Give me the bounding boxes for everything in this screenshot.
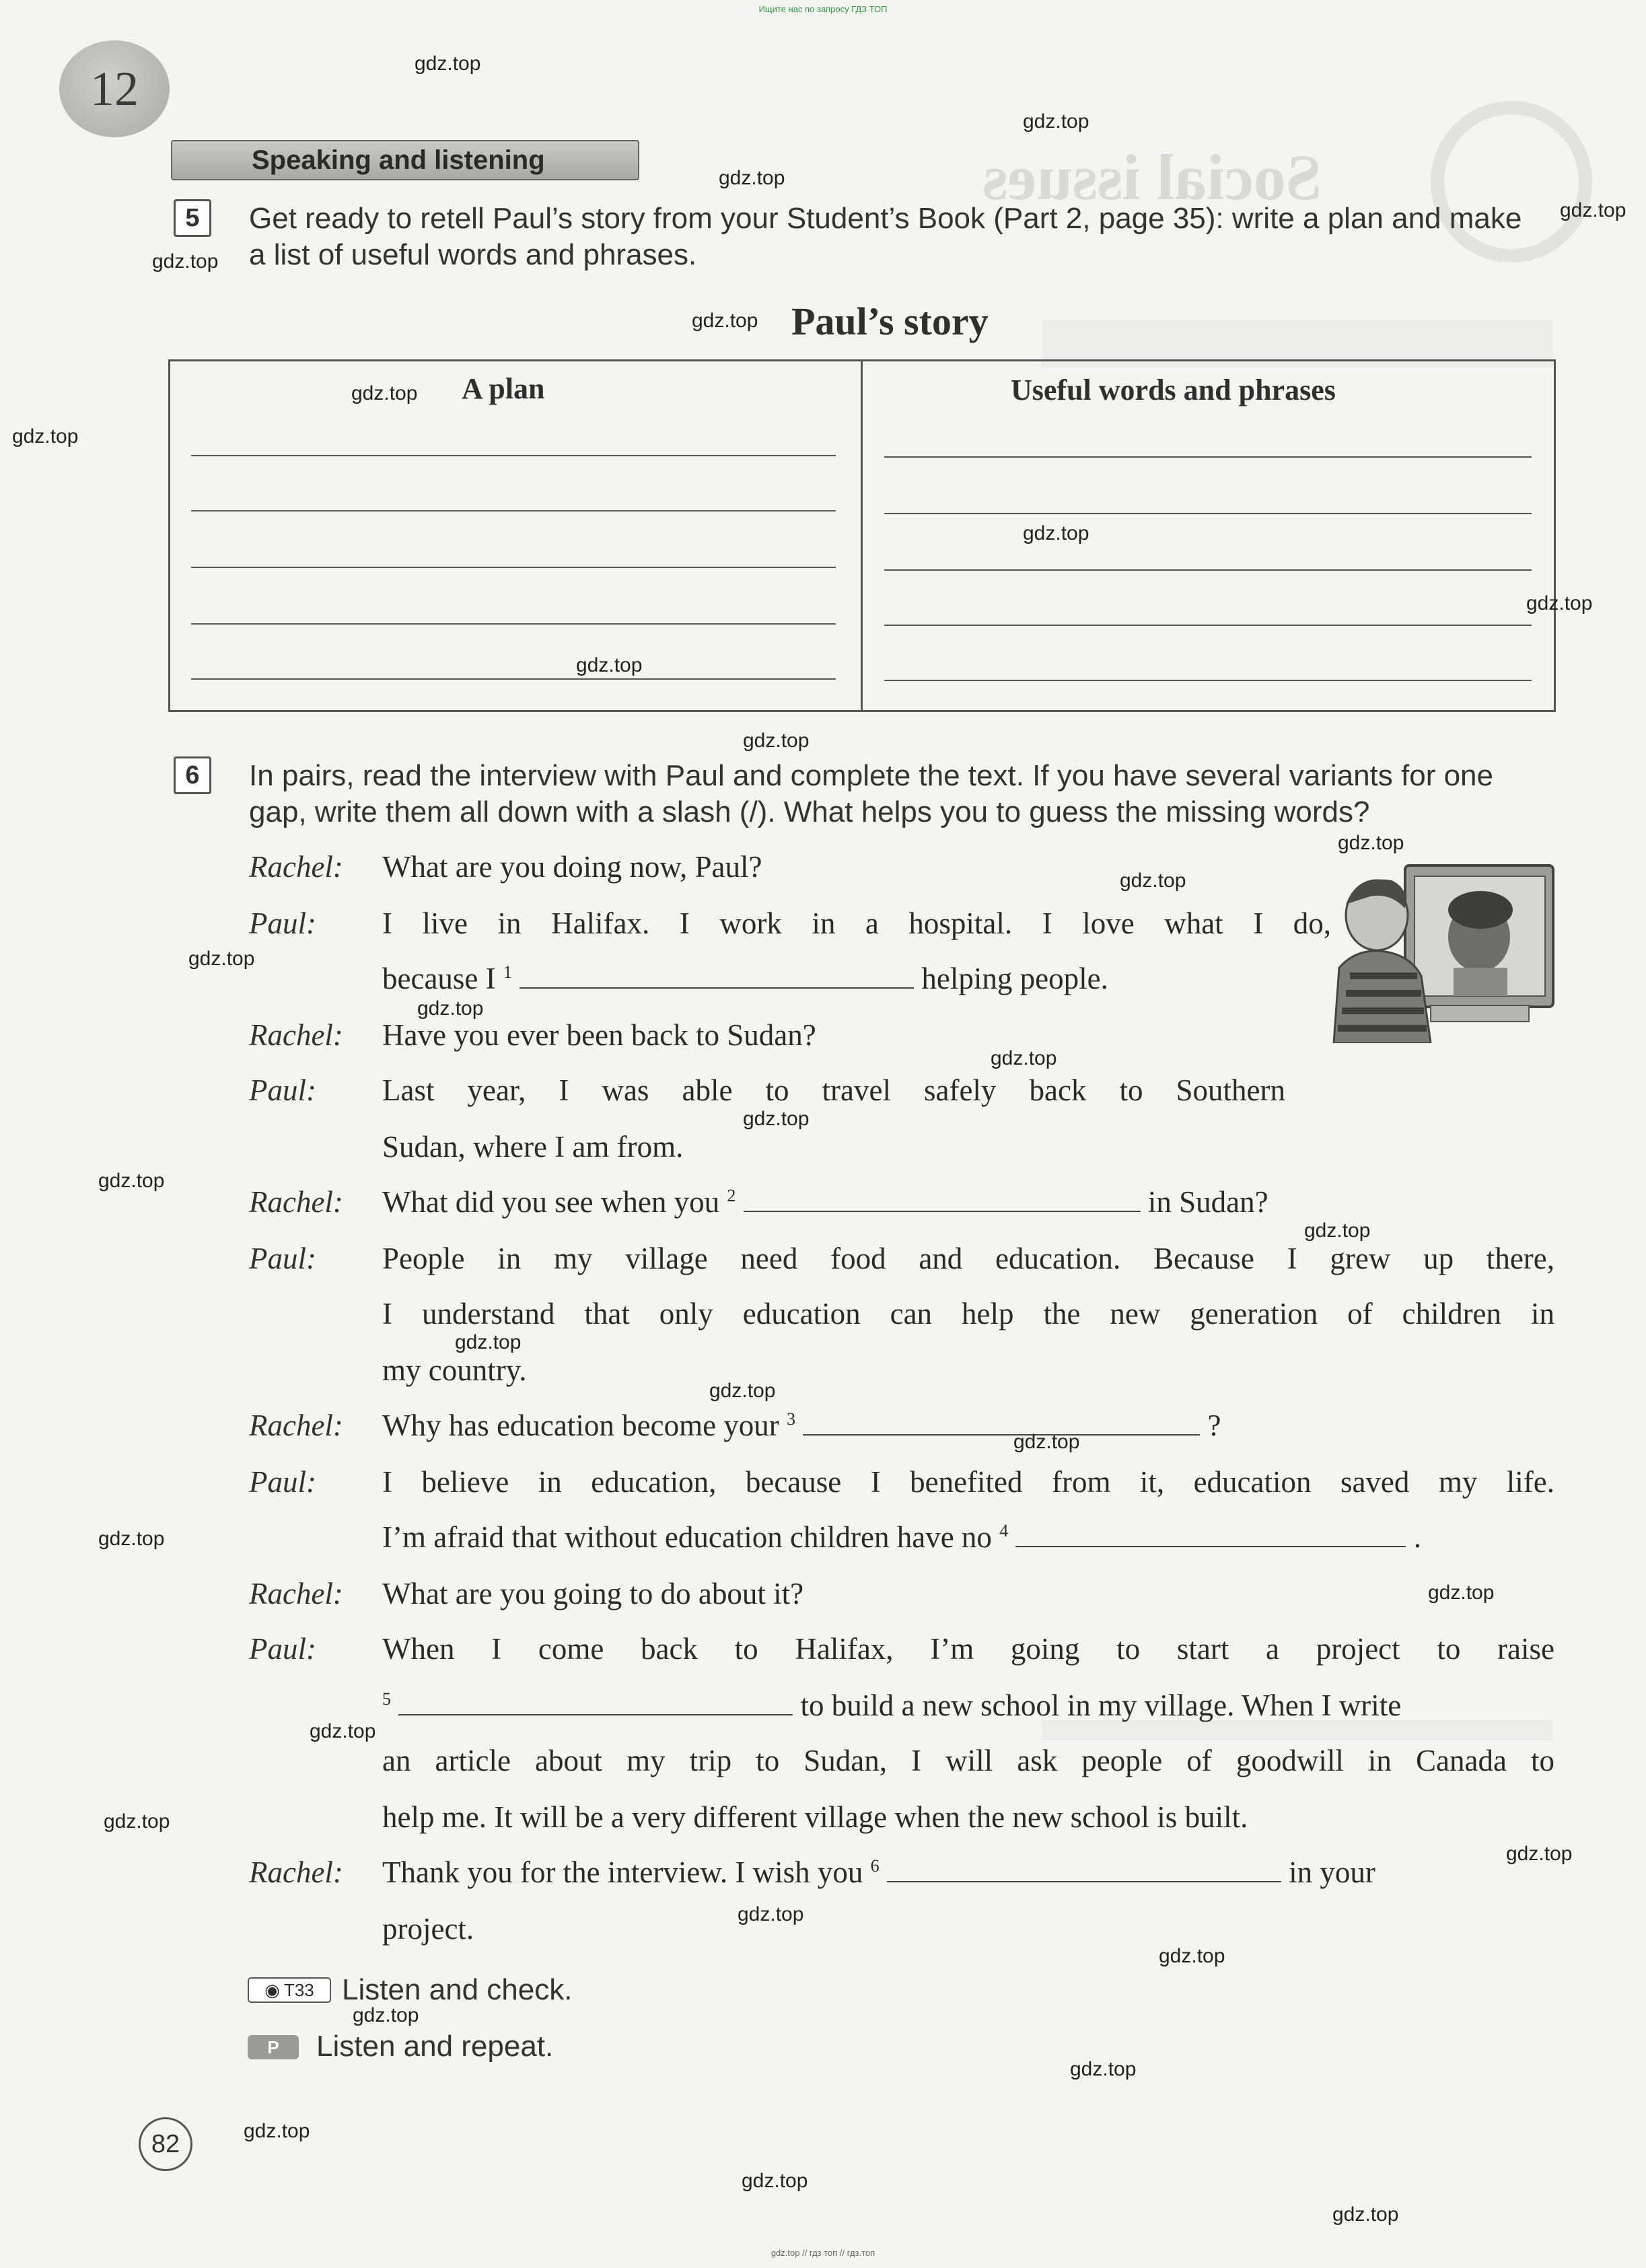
watermark: gdz.top (1332, 2203, 1399, 2226)
dialogue-line: What are you doing now, Paul? (382, 850, 762, 884)
page-number-circle (139, 2117, 192, 2171)
gap-prefix-text: I’m afraid that without education children have no (382, 1520, 992, 1554)
speaker-paul: Paul: (249, 1465, 316, 1499)
dialogue-line-gap-4 (382, 1520, 1421, 1555)
speaker-rachel: Rachel: (249, 1018, 343, 1052)
dialogue-line: What are you going to do about it? (382, 1577, 804, 1610)
watermark: gdz.top (1120, 870, 1186, 892)
dialogue-line-gap-6 (382, 1855, 1375, 1890)
exercise-6-instruction-line-1: In pairs, read the interview with Paul and complete the text. If you have several variants for one (249, 759, 1493, 792)
dialogue-line-gap-5 (382, 1688, 1401, 1723)
gap-5-line[interactable] (398, 1689, 793, 1715)
gap-4-line[interactable] (1015, 1520, 1406, 1547)
plan-writing-line[interactable] (191, 623, 836, 625)
words-writing-line[interactable] (884, 513, 1532, 514)
dialogue-line: Last year, I was able to travel safely back to Southern (382, 1073, 1285, 1107)
gap-number: 2 (727, 1186, 736, 1205)
watermark: gdz.top (1526, 592, 1593, 614)
speaker-paul: Paul: (249, 907, 316, 940)
exercise-5-instruction-line-2: a list of useful words and phrases. (249, 238, 697, 271)
watermark: gdz.top (709, 1380, 776, 1402)
plan-writing-line[interactable] (191, 510, 836, 511)
gap-prefix-text: Thank you for the interview. I wish you (382, 1855, 863, 1889)
exercise-5-instruction-line-1: Get ready to retell Paul’s story from your Student’s Book (Part 2, page 35): write a plan and make (249, 202, 1522, 235)
audio-track-badge[interactable] (248, 1977, 331, 2003)
gap-suffix-text: to build a new school in my village. When I write (800, 1689, 1402, 1722)
speaker-rachel: Rachel: (249, 1577, 343, 1610)
bottom-site-note: gdz.top // гдз топ // гдз.топ (771, 2248, 875, 2258)
exercise-6-instruction-line-2: gap, write them all down with a slash (/). What helps you to guess the missing words? (249, 795, 1370, 828)
watermark: gdz.top (692, 310, 758, 332)
words-writing-line[interactable] (884, 569, 1532, 571)
watermark: gdz.top (188, 948, 255, 970)
exercise-5-number: 5 (174, 199, 211, 237)
speaker-paul: Paul: (249, 1242, 316, 1275)
gap-number: 5 (382, 1689, 391, 1709)
gap-number: 3 (787, 1409, 796, 1429)
gap-number: 1 (503, 962, 512, 982)
watermark: gdz.top (719, 167, 785, 189)
watermark: gdz.top (455, 1331, 522, 1353)
unit-number-badge (59, 40, 170, 137)
section-header-bar (171, 140, 639, 180)
top-site-note: Ищите нас по запросу ГДЗ ТОП (758, 4, 888, 14)
dialogue-line: I believe in education, because I benefited from it, education saved my life. (382, 1465, 1554, 1499)
plan-writing-line[interactable] (191, 678, 836, 680)
watermark: gdz.top (1338, 832, 1404, 854)
words-writing-line[interactable] (884, 680, 1532, 681)
gap-3-line[interactable] (803, 1409, 1200, 1436)
ghost-show-through-box (1042, 1720, 1553, 1740)
gap-1-line[interactable] (520, 962, 914, 989)
watermark: gdz.top (12, 425, 79, 448)
watermark: gdz.top (353, 2004, 419, 2026)
dialogue-line: When I come back to Halifax, I’m going to start a project to raise (382, 1632, 1554, 1666)
pronunciation-badge: P (248, 2035, 299, 2059)
watermark: gdz.top (244, 2120, 310, 2142)
watermark: gdz.top (742, 2170, 808, 2192)
gap-number: 6 (870, 1856, 880, 1876)
dialogue-line: project. (382, 1912, 474, 1946)
boy-video-call-illustration (1330, 861, 1559, 1043)
dialogue-line: Sudan, where I am from. (382, 1130, 684, 1164)
plan-table-divider (861, 359, 863, 712)
story-title: Paul’s story (791, 299, 989, 343)
watermark: gdz.top (351, 382, 418, 404)
audio-track-number: T33 (283, 1979, 314, 2000)
speaker-paul: Paul: (249, 1632, 316, 1666)
watermark: gdz.top (98, 1170, 165, 1192)
page-number: 82 (151, 2129, 180, 2158)
watermark: gdz.top (991, 1047, 1057, 1069)
speaker-rachel: Rachel: (249, 1409, 343, 1442)
gap-prefix-text: Why has education become your (382, 1409, 779, 1442)
watermark: gdz.top (1070, 2058, 1137, 2080)
watermark: gdz.top (1013, 1431, 1080, 1453)
words-writing-line[interactable] (884, 625, 1532, 626)
speaker-rachel: Rachel: (249, 1855, 343, 1889)
dialogue-line-gap-3 (382, 1408, 1221, 1443)
dialogue-line: People in my village need food and education. Because I grew up there, (382, 1242, 1554, 1275)
watermark: gdz.top (738, 1903, 804, 1925)
watermark: gdz.top (1560, 199, 1626, 221)
plan-writing-line[interactable] (191, 567, 836, 568)
gap-suffix-text: in your (1289, 1855, 1375, 1889)
dialogue-line: Have you ever been back to Sudan? (382, 1018, 816, 1052)
watermark: gdz.top (743, 730, 810, 752)
watermark: gdz.top (310, 1720, 376, 1742)
gap-number: 4 (999, 1521, 1009, 1540)
dialogue-line: help me. It will be a very different village when the new school is built. (382, 1800, 1248, 1834)
gap-2-line[interactable] (744, 1185, 1141, 1212)
watermark: gdz.top (1023, 522, 1089, 544)
watermark: gdz.top (415, 52, 481, 75)
section-title: Speaking and listening (252, 145, 545, 175)
watermark: gdz.top (1304, 1219, 1371, 1242)
watermark: gdz.top (104, 1810, 170, 1833)
watermark: gdz.top (417, 997, 484, 1020)
dialogue-line-gap-1 (382, 961, 1108, 996)
speaker-rachel: Rachel: (249, 850, 343, 884)
useful-words-column-header: Useful words and phrases (1011, 374, 1336, 406)
gap-suffix-text: helping people. (921, 962, 1108, 995)
watermark: gdz.top (152, 250, 219, 273)
gap-suffix-text: ? (1207, 1409, 1221, 1442)
speaker-paul: Paul: (249, 1073, 316, 1107)
watermark: gdz.top (743, 1108, 810, 1130)
dialogue-line: I live in Halifax. I work in a hospital. I love what I do, (382, 907, 1331, 940)
listen-and-repeat-text: Listen and repeat. (316, 2030, 554, 2063)
watermark: gdz.top (1023, 110, 1089, 133)
watermark: gdz.top (1428, 1582, 1495, 1604)
ghost-show-through-circle (1431, 101, 1592, 262)
unit-number: 12 (90, 61, 139, 116)
audio-disc-icon: ◉ (264, 1979, 280, 2000)
watermark: gdz.top (1159, 1945, 1225, 1967)
listen-and-check-text: Listen and check. (342, 1973, 573, 2006)
gap-6-line[interactable] (887, 1855, 1281, 1882)
exercise-6-number: 6 (174, 756, 211, 794)
dialogue-line-gap-2 (382, 1184, 1268, 1219)
dialogue-line: an article about my trip to Sudan, I will ask people of goodwill in Canada to (382, 1744, 1554, 1777)
gap-prefix-text: What did you see when you (382, 1185, 720, 1219)
speaker-rachel: Rachel: (249, 1185, 343, 1219)
watermark: gdz.top (576, 654, 643, 676)
ghost-show-through-title: Social issues (982, 141, 1322, 213)
plan-column-header: A plan (462, 372, 545, 405)
watermark: gdz.top (98, 1528, 165, 1550)
gap-suffix-text: . (1413, 1520, 1421, 1554)
words-writing-line[interactable] (884, 456, 1532, 458)
gap-suffix-text: in Sudan? (1147, 1185, 1268, 1219)
dialogue-line: I understand that only education can help the new generation of children in (382, 1297, 1554, 1331)
plan-writing-line[interactable] (191, 455, 836, 456)
dialogue-line: my country. (382, 1353, 527, 1387)
watermark: gdz.top (1506, 1843, 1573, 1865)
gap-prefix-text: because I (382, 962, 496, 995)
